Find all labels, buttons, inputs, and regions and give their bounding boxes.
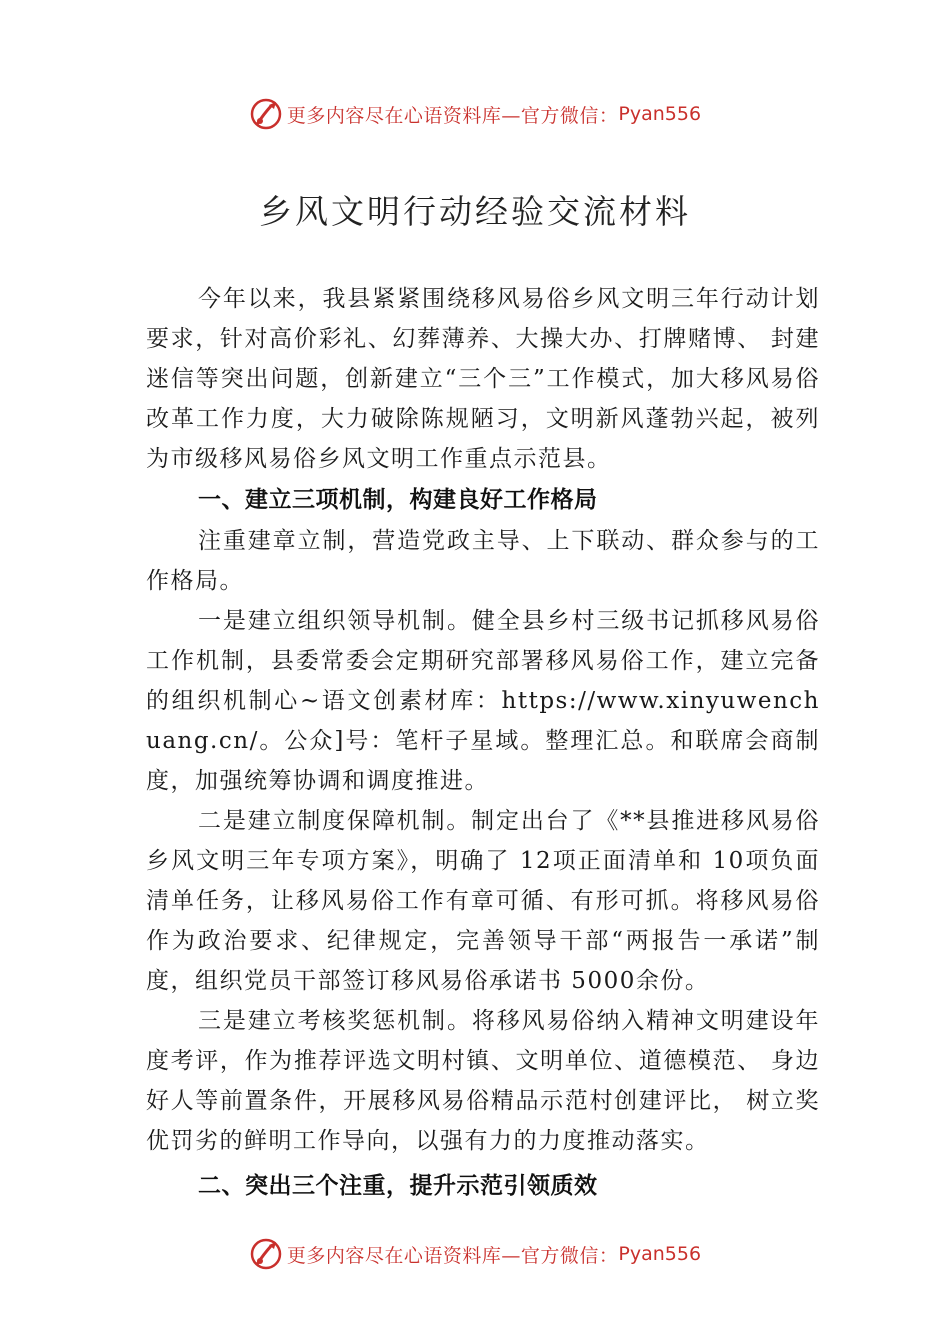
section-1-item-2-paragraph: 二是建立制度保障机制。制定出台了《**县推进移风易俗乡风文明三年专项方案》，明确了 12项正面清单和 10项负面清单任务，让移风易俗工作有章可循、有形可抓。将移风易俗作为政治要求、纪律规定，完善领导干部“两报告一承诺”制度，组织党员干部签订移风易俗承诺书 5000余份。 <box>146 808 820 994</box>
section-2-heading: 二、突出三个注重，提升示范引领质效 <box>198 1173 598 1199</box>
brush-logo-icon <box>249 97 283 131</box>
banner-wechat-id: Pyan556 <box>618 1243 702 1265</box>
header-watermark-banner <box>0 94 950 134</box>
brush-logo-icon <box>249 1237 283 1271</box>
footer-watermark-banner <box>0 1234 950 1274</box>
section-1-heading: 一、建立三项机制，构建良好工作格局 <box>198 487 598 513</box>
section-1-lead-paragraph: 注重建章立制，营造党政主导、上下联动、群众参与的工作格局。 <box>146 528 820 594</box>
document-body <box>146 279 820 1207</box>
intro-paragraph: 今年以来，我县紧紧围绕移风易俗乡风文明三年行动计划要求，针对高价彩礼、幻葬薄养、大操大办、打牌赌博、 封建迷信等突出问题，创新建立“三个三”工作模式，加大移风易俗改革工作力度，大力破除陈规陋习，文明新风蓬勃兴起，被列为市级移风易俗乡风文明工作重点示范县。 <box>146 286 820 472</box>
section-1-item-1-paragraph: 一是建立组织领导机制。健全县乡村三级书记抓移风易俗工作机制，县委常委会定期研究部署移风易俗工作，建立完备的组织机制心~语文创素材库：https://www.xinyuwenchuang.cn/。公众]号：笔杆子星域。整理汇总。和联席会商制度，加强统筹协调和调度推进。 <box>146 608 820 794</box>
document-title: 乡风文明行动经验交流材料 <box>259 192 691 231</box>
banner-brand-text: 更多内容尽在心语资料库—官方微信： <box>286 104 619 127</box>
banner-brand-text: 更多内容尽在心语资料库—官方微信： <box>286 1244 619 1267</box>
banner-wechat-id: Pyan556 <box>618 103 702 125</box>
section-1-item-3-paragraph: 三是建立考核奖惩机制。将移风易俗纳入精神文明建设年度考评，作为推荐评选文明村镇、文明单位、道德模范、 身边好人等前置条件，开展移风易俗精品示范村创建评比， 树立奖优罚劣的鲜明工作导向，以强有力的力度推动落实。 <box>146 1008 820 1154</box>
